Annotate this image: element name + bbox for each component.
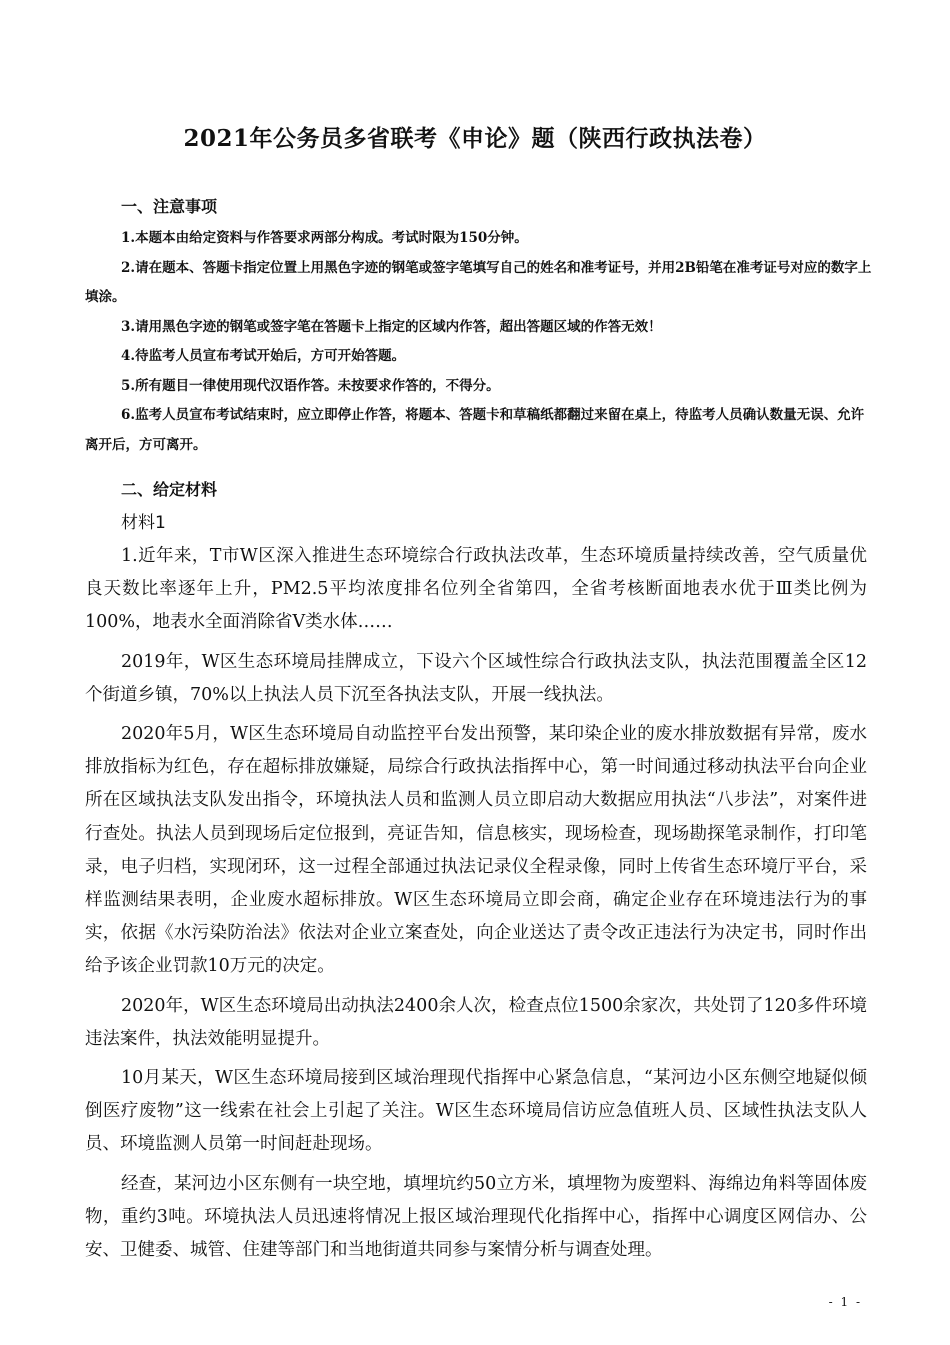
material-paragraph: 1.近年来，T市W区深入推进生态环境综合行政执法改革，生态环境质量持续改善，空气质量优良天数比率逐年上升，PM2.5平均浓度排名位列全省第四，全省考核断面地表水优于Ⅲ类比例为100%，地表水全面消除省Ⅴ类水体…… — [85, 546, 867, 633]
notice-item: 5.所有题目一律使用现代汉语作答。未按要求作答的，不得分。 — [121, 377, 500, 394]
notice-item: 3.请用黑色字迹的钢笔或签字笔在答题卡上指定的区域内作答，超出答题区域的作答无效！ — [121, 318, 662, 335]
material-paragraph: 2020年，W区生态环境局出动执法2400余人次，检查点位1500余家次，共处罚了120多件环境违法案件，执法效能明显提升。 — [85, 995, 867, 1049]
notice-item: 1.本题本由给定资料与作答要求两部分构成。考试时限为150分钟。 — [121, 230, 528, 246]
notice-item: 4.待监考人员宣布考试开始后，方可开始答题。 — [121, 348, 406, 364]
notice-item: 6.监考人员宣布考试结束时，应立即停止作答，将题本、答题卡和草稿纸都翻过来留在桌上，待监考人员确认数量无误、允许离开后，方可离开。 — [85, 407, 865, 453]
section-heading-materials: 二、给定材料 — [121, 480, 218, 499]
material-paragraph: 2019年，W区生态环境局挂牌成立，下设六个区域性综合行政执法支队，执法范围覆盖全区12个街道乡镇，70%以上执法人员下沉至各执法支队，开展一线执法。 — [85, 651, 867, 705]
page-number: - 1 - — [828, 1295, 862, 1309]
section-heading-notices: 一、注意事项 — [121, 197, 218, 216]
material-label: 材料1 — [121, 513, 166, 533]
material-paragraph: 2020年5月，W区生态环境局自动监控平台发出预警，某印染企业的废水排放数据有异常，废水排放指标为红色，存在超标排放嫌疑，局综合行政执法指挥中心，第一时间通过移动执法平台向企业所在区域执法支队发出指令，环境执法人员和监测人员立即启动大数据应用执法“八步法”，对案件进行查处。执法人员到现场后定位报到，亮证告知，信息核实，现场检查，现场勘探笔录制作，打印笔录，电子归档，实现闭环，这一过程全部通过执法记录仪全程录像，同时上传省生态环境厅平台，采样监测结果表明，企业废水超标排放。W区生态环境局立即会商，确定企业存在环境违法行为的事实，依据《水污染防治法》依法对企业立案查处，向企业送达了责令改正违法行为决定书，同时作出给予该企业罚款10万元的决定。 — [85, 724, 867, 977]
material-paragraph: 10月某天，W区生态环境局接到区域治理现代指挥中心紧急信息，“某河边小区东侧空地疑似倾倒医疗废物”这一线索在社会上引起了关注。W区生态环境局信访应急值班人员、区域性执法支队人员、环境监测人员第一时间赶赴现场。 — [85, 1068, 867, 1155]
material-body — [85, 540, 867, 1273]
notice-list — [85, 224, 875, 460]
notice-item: 2.请在题本、答题卡指定位置上用黑色字迹的钢笔或签字笔填写自己的姓名和准考证号，并用2B铅笔在准考证号对应的数字上填涂。 — [85, 259, 872, 305]
document-title: 2021年公务员多省联考《申论》题（陕西行政执法卷） — [183, 125, 767, 152]
material-paragraph: 经查，某河边小区东侧有一块空地，填埋坑约50立方米，填埋物为废塑料、海绵边角料等固体废物，重约3吨。环境执法人员迅速将情况上报区域治理现代化指挥中心，指挥中心调度区网信办、公安、卫健委、城管、住建等部门和当地街道共同参与案情分析与调查处理。 — [85, 1173, 867, 1261]
